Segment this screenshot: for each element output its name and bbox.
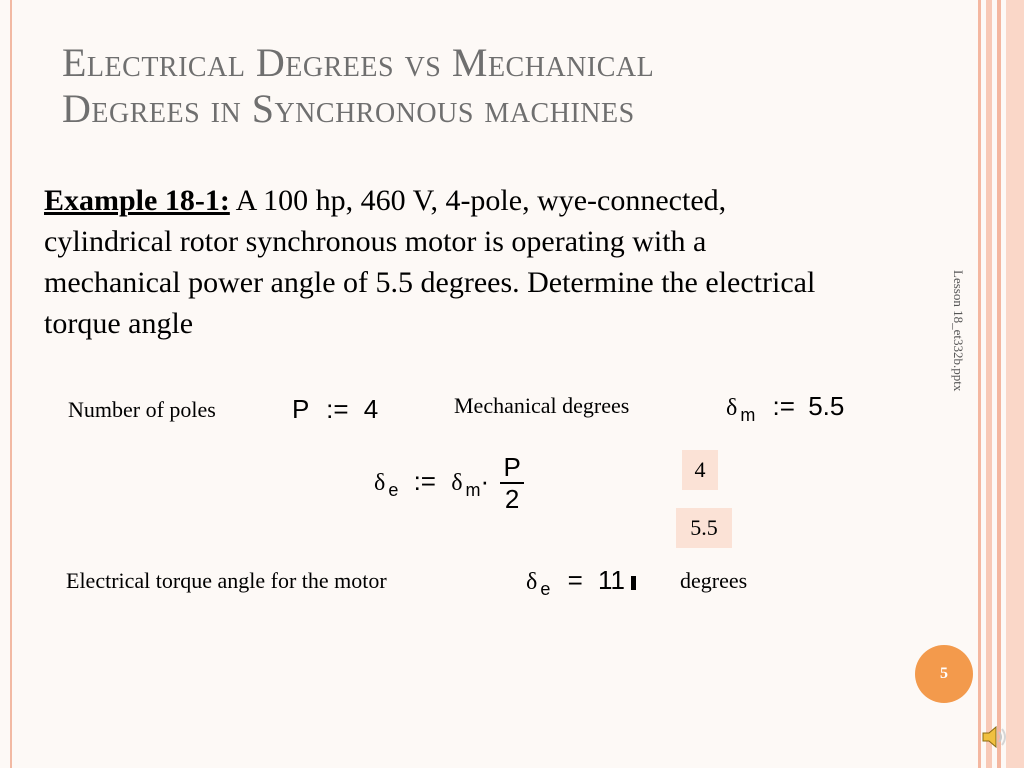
electrical-formula: [374, 452, 524, 514]
side-file-label: Lesson 18_et332b.pptx: [951, 270, 966, 392]
subscript-e: e: [388, 479, 399, 500]
title-line-1: Electrical Degrees vs Mechanical: [62, 40, 655, 85]
right-decorative-band: [978, 0, 981, 768]
mechanical-value: 5.5: [808, 391, 845, 421]
fraction: [500, 452, 523, 514]
right-decorative-band: [997, 0, 1001, 768]
equals-operator: =: [567, 565, 583, 595]
assign-operator: :=: [772, 391, 795, 421]
fraction-numerator: P: [500, 452, 523, 484]
poles-label: Number of poles: [68, 397, 216, 422]
right-decorative-band: [1006, 0, 1024, 768]
result-value: 11: [597, 565, 625, 595]
delta-symbol: δ: [526, 569, 538, 595]
fraction-denominator: 2: [504, 484, 520, 514]
poles-variable: P: [292, 394, 309, 424]
example-paragraph: [44, 180, 834, 344]
poles-definition: [292, 394, 378, 425]
delta-symbol: δ: [451, 469, 463, 496]
mechanical-degrees-label: Mechanical degrees: [454, 393, 630, 418]
assign-operator: :=: [326, 394, 349, 424]
result-label: Electrical torque angle for the motor: [66, 568, 387, 593]
result-equation: [526, 565, 636, 600]
mechanical-definition: [726, 391, 844, 426]
left-border-line: [10, 0, 12, 768]
subscript-m: m: [465, 479, 481, 500]
delta-symbol: δ: [726, 395, 738, 421]
slide-title: [62, 40, 912, 132]
poles-value: 4: [363, 394, 379, 424]
result-unit: degrees: [680, 568, 748, 593]
speaker-icon[interactable]: [980, 722, 1010, 752]
example-label: Example 18-1:: [44, 184, 230, 217]
assign-operator: :=: [413, 465, 436, 496]
example-text: A 100 hp, 460 V, 4-pole, wye-connected, cylindrical rotor synchronous motor is operating with a mechanical power angle of 5.5 degrees. Determine the electrical torque angle: [44, 184, 816, 340]
title-line-2: Degrees in Synchronous machines: [62, 86, 635, 131]
delta-symbol: δ: [374, 469, 386, 496]
value-box-poles: 4: [682, 450, 718, 490]
page-number-badge: 5: [915, 645, 973, 703]
multiply-dot: ·: [480, 465, 490, 496]
text-cursor-icon: [631, 576, 636, 590]
subscript-m: m: [740, 405, 756, 425]
value-box-mechanical: 5.5: [676, 508, 732, 548]
right-decorative-band: [986, 0, 992, 768]
subscript-e: e: [540, 579, 551, 599]
